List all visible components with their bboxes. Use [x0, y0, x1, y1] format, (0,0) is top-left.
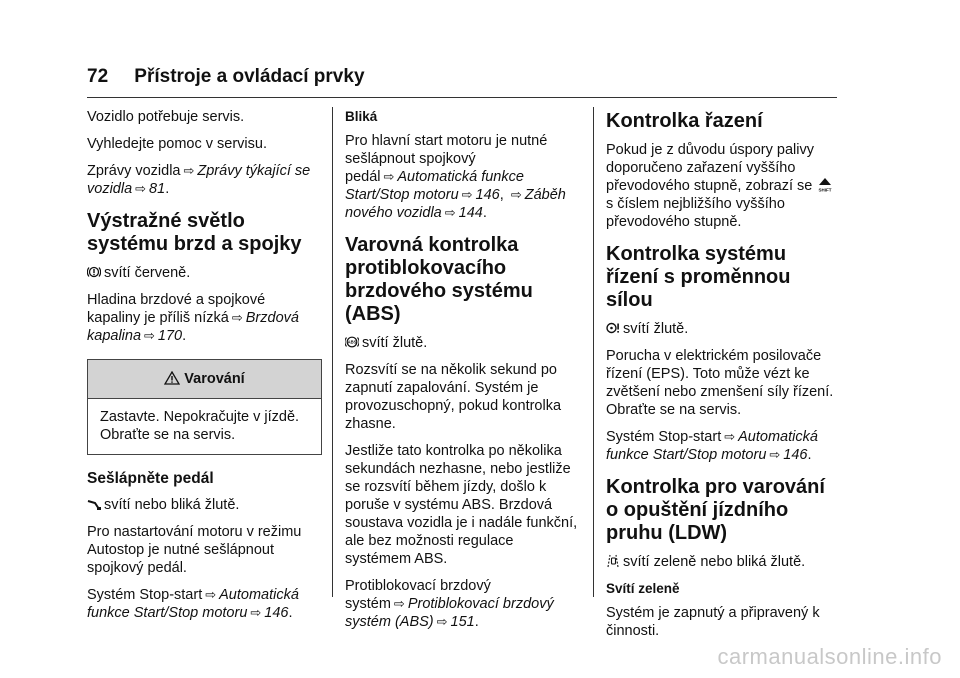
- reference-arrow-icon: ⇨: [135, 181, 147, 196]
- column-2: [345, 108, 580, 640]
- reference-arrow-icon: ⇨: [205, 587, 217, 602]
- steering-warning-icon: [606, 321, 620, 335]
- cross-reference: Protiblokovací brzdový systém ⇨ Protiblokovací brzdový systém (ABS) ⇨ 151.: [345, 578, 554, 630]
- reference-arrow-icon: ⇨: [144, 328, 155, 343]
- status-line: svítí zeleně nebo bliká žlutě.: [606, 553, 841, 571]
- reference-arrow-icon: ⇨: [393, 596, 405, 611]
- status-line: svítí červeně.: [87, 264, 322, 282]
- page-reference[interactable]: 146: [783, 447, 808, 463]
- heading-ldw: Kontrolka pro varování o opuštění jízdního pruhu (LDW): [606, 476, 825, 544]
- heading-abs: Varovná kontrolka protiblokovacího brzdového systému (ABS): [345, 234, 533, 325]
- page-reference[interactable]: 170: [157, 328, 183, 344]
- paragraph: Pokud je z důvodu úspory palivy doporučeno zařazení vyššího převodového stupně, zobrazí se SHIFT s číslem nejbližšího vyššího převodového stupně.: [606, 142, 832, 230]
- page-reference[interactable]: 146: [475, 187, 500, 203]
- heading-eps: Kontrolka systému řízení s proměnnou sílou: [606, 243, 791, 311]
- heading-lit-green: Svítí zeleně: [606, 581, 680, 596]
- paragraph: Systém je zapnutý a připravený k činnosti.: [606, 605, 820, 639]
- page-reference[interactable]: 146: [264, 605, 289, 621]
- clutch-pedal-icon: [87, 497, 101, 511]
- watermark: carmanualsonline.info: [717, 644, 942, 669]
- column-3: [606, 104, 841, 649]
- paragraph: Vozidlo potřebuje servis.: [87, 109, 245, 125]
- reference-link[interactable]: Automatická funkce Start/Stop motoru: [87, 587, 299, 621]
- shift-up-icon: [818, 177, 832, 193]
- paragraph: Rozsvítí se na několik sekund po zapnutí zapalování. Systém je provozuschopný, pokud kontrolka zhasne.: [345, 362, 562, 432]
- column-divider-2: [593, 107, 594, 597]
- heading-shift-indicator: Kontrolka řazení: [606, 110, 763, 132]
- svg-text:ABS: ABS: [347, 339, 357, 345]
- reference-arrow-icon: ⇨: [444, 205, 456, 220]
- warning-triangle-icon: [164, 371, 180, 385]
- section-title: Přístroje a ovládací prvky: [134, 66, 365, 87]
- brake-warning-icon: [87, 265, 101, 279]
- reference-link[interactable]: Zprávy týkající se vozidla: [87, 163, 311, 197]
- svg-text:SHIFT: SHIFT: [818, 187, 832, 193]
- status-line: svítí nebo bliká žlutě.: [87, 496, 322, 514]
- reference-link[interactable]: Automatická funkce Start/Stop motoru: [606, 429, 818, 463]
- paragraph: Jestliže tato kontrolka po několika sekundách nezhasne, nebo jestliže se rozsvítí během jízdy, došlo k poruše v systému ABS. Brzdová soustava vozidla je i nadále funkční, ale bez možnosti regulace systémem ABS.: [345, 443, 578, 567]
- reference-arrow-icon: ⇨: [231, 310, 243, 325]
- column-divider-1: [332, 107, 333, 597]
- warning-box-title: Varování: [88, 360, 321, 399]
- reference-arrow-icon: ⇨: [436, 614, 448, 629]
- heading-press-pedal: Sešlápněte pedál: [87, 470, 214, 487]
- cross-reference: Zprávy vozidla ⇨ Zprávy týkající se vozidla ⇨ 81.: [87, 163, 311, 197]
- reference-arrow-icon: ⇨: [769, 447, 781, 462]
- reference-link[interactable]: Brzdová kapalina: [87, 310, 299, 344]
- cross-reference: Systém Stop-start ⇨ Automatická funkce Start/Stop motoru ⇨ 146.: [606, 429, 818, 463]
- reference-link[interactable]: Protiblokovací brzdový systém (ABS): [345, 596, 554, 630]
- paragraph: Pro hlavní start motoru je nutné sešlápnout spojkový pedál ⇨ Automatická funkce Start/Stop motoru ⇨ 146, ⇨ Záběh nového vozidla ⇨ 144.: [345, 133, 566, 221]
- reference-link[interactable]: Automatická funkce Start/Stop motoru: [345, 169, 524, 203]
- status-line: ABS svítí žlutě.: [345, 334, 580, 352]
- lane-departure-icon: [606, 554, 620, 568]
- page-reference[interactable]: 144: [458, 205, 483, 221]
- abs-icon: [345, 335, 359, 349]
- heading-brake-warning: Výstražné světlo systému brzd a spojky: [87, 210, 302, 255]
- warning-box-text: Zastavte. Nepokračujte v jízdě. Obraťte se na servis.: [100, 409, 300, 443]
- reference-arrow-icon: ⇨: [250, 605, 262, 620]
- heading-flashing: Bliká: [345, 109, 378, 124]
- paragraph: Hladina brzdové a spojkové kapaliny je příliš nízká ⇨ Brzdová kapalina ⇨ 170.: [87, 292, 299, 344]
- paragraph: Porucha v elektrickém posilovače řízení (EPS). Toto může vézt ke zvětšení nebo zmenšení síly řízení. Obraťte se na servis.: [606, 348, 834, 418]
- reference-arrow-icon: ⇨: [510, 187, 522, 202]
- header-rule: [87, 97, 837, 98]
- page-reference[interactable]: 81: [149, 181, 166, 197]
- page-header: [87, 66, 365, 88]
- reference-arrow-icon: ⇨: [383, 169, 395, 184]
- page-number: 72: [87, 66, 109, 87]
- cross-reference: Systém Stop-start ⇨ Automatická funkce Start/Stop motoru ⇨ 146.: [87, 587, 299, 621]
- reference-arrow-icon: ⇨: [461, 187, 473, 202]
- page-reference[interactable]: 151: [450, 614, 475, 630]
- reference-link[interactable]: Záběh nového vozidla: [345, 187, 566, 221]
- paragraph: Vyhledejte pomoc v servisu.: [87, 136, 267, 152]
- status-line: svítí žlutě.: [606, 320, 841, 338]
- warning-box: [87, 359, 322, 455]
- reference-arrow-icon: ⇨: [724, 429, 736, 444]
- reference-arrow-icon: ⇨: [183, 163, 195, 178]
- paragraph: Pro nastartování motoru v režimu Autostop je nutné sešlápnout spojkový pedál.: [87, 524, 302, 576]
- column-1: [87, 108, 322, 631]
